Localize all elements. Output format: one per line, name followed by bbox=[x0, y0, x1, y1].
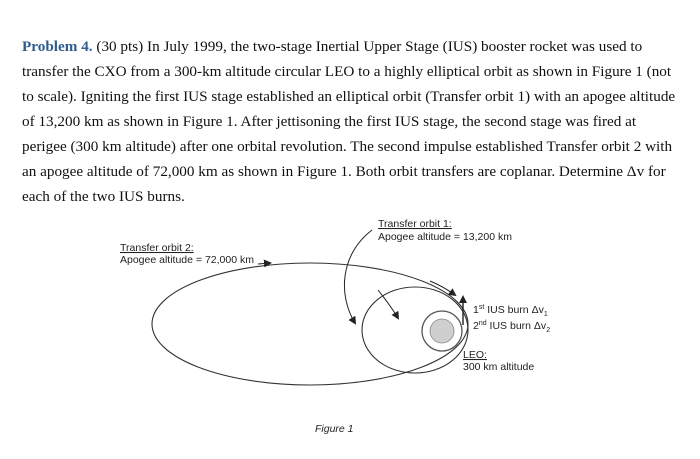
earth bbox=[430, 319, 454, 343]
transfer-orbit-2-apogee: Apogee altitude = 72,000 km bbox=[120, 254, 254, 266]
transfer-orbit-1-title: Transfer orbit 1: bbox=[378, 218, 452, 230]
transfer-orbit-2-title: Transfer orbit 2: bbox=[120, 242, 194, 254]
problem-label: Problem 4. bbox=[22, 38, 93, 55]
problem-text: (30 pts) In July 1999, the two-stage Inertial Upper Stage (IUS) booster rocket was used to transfer the CXO from a 300-km altitude circular LEO to a highly elliptical orbit as shown in Figure 1 (not to scale). Igniting the first IUS stage established an elliptical orbit (Transfer orbit 1) with an apogee altitude of 13,200 km as shown in Figure 1. After jettisoning the first IUS stage, the second stage was fired at perigee (300 km altitude) after one orbital revolution. The second impulse established Transfer orbit 2 with an apogee altitude of 72,000 km as shown in Figure 1. Both orbit transfers are coplanar. Determine Δv for each of the two IUS burns. bbox=[22, 38, 676, 205]
orbit2-top-arrow bbox=[258, 263, 270, 264]
orbit-direction-arrow bbox=[378, 290, 398, 318]
transfer-orbit-1-leader-arrow bbox=[344, 230, 372, 323]
burn-2-label: 2nd IUS burn $\Delta v_2$ bbox=[473, 320, 551, 334]
transfer-orbit-1-apogee: Apogee altitude = 13,200 km bbox=[378, 231, 512, 243]
figure-caption: Figure 1 bbox=[315, 423, 354, 435]
leo-title: LEO: bbox=[463, 349, 487, 361]
leo-altitude: 300 km altitude bbox=[463, 361, 535, 373]
transfer-orbit-2 bbox=[152, 263, 468, 385]
burn-1-label: 1st IUS burn $\Delta v_1$ bbox=[473, 304, 548, 318]
